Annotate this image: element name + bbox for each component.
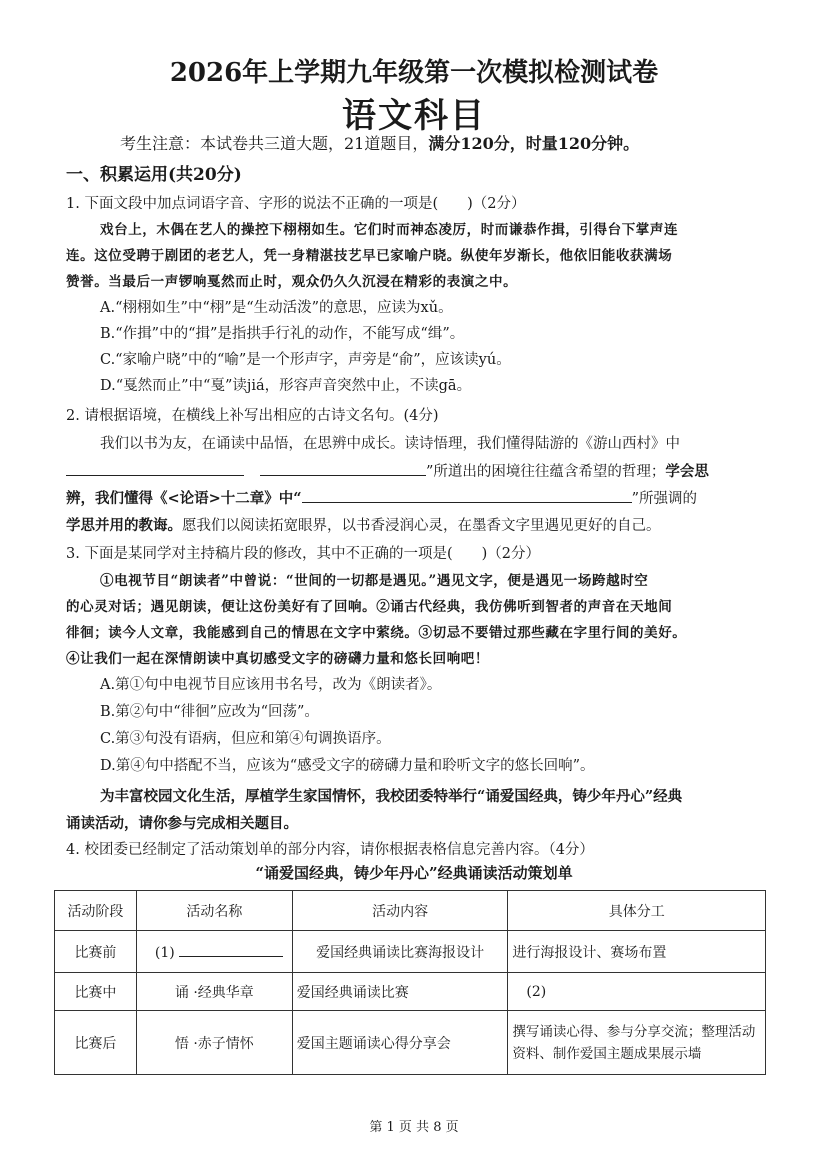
answer-blank[interactable] xyxy=(66,461,244,476)
stage-cell: 比赛中 xyxy=(55,973,137,1011)
q3-option-c: C.第③句没有语病，但应和第④句调换语序。 xyxy=(100,731,391,747)
subject-title: 语文科目 xyxy=(342,96,486,136)
activity-intro-line: 为丰富校园文化生活，厚植学生家国情怀，我校团委特举行“诵爱国经典，铸少年丹心”经典 xyxy=(100,788,683,805)
table-row xyxy=(55,973,766,1011)
name-cell: 诵 ·经典华章 xyxy=(136,973,292,1011)
content-cell: 爱国经典诵读比赛海报设计 xyxy=(292,931,508,973)
q1-option-c: C.“家喻户晓”中的“喻”是一个形声字，声旁是“俞”，应该读yú。 xyxy=(100,352,511,368)
page-footer: 第 1 页 共 8 页 xyxy=(369,1120,459,1135)
notice-bold: 满分120分，时量120分钟。 xyxy=(428,134,640,153)
q3-passage-line: 徘徊；读今人文章，我能感到自己的情思在文字中萦绕。③切忌不要错过那些藏在字里行间的美好。 xyxy=(66,625,687,641)
stage-cell: 比赛后 xyxy=(55,1011,137,1075)
q1-passage-line: 赞誉。当最后一声锣响戛然而止时，观众仍久久沉浸在精彩的表演之中。 xyxy=(66,274,518,290)
section-heading: 一、积累运用(共20分) xyxy=(66,165,242,185)
answer-blank[interactable] xyxy=(260,461,426,476)
blank-label[interactable]: (2) xyxy=(526,983,547,1000)
q2-text-line: 我们以书为友，在诵读中品悟，在思辨中成长。读诗悟理，我们懂得陆游的《游山西村》中 xyxy=(100,436,680,452)
duty-cell: 进行海报设计、赛场布置 xyxy=(508,931,766,973)
q3-passage-line: ④让我们一起在深情朗读中真切感受文字的磅礴力量和悠长回响吧！ xyxy=(66,651,489,667)
table-header-cell: 活动内容 xyxy=(292,891,508,931)
exam-title: 2026年上学期九年级第一次模拟检测试卷 xyxy=(169,58,659,88)
table-row xyxy=(55,1011,766,1075)
answer-blank[interactable] xyxy=(179,942,283,957)
stage-cell: 比赛前 xyxy=(55,931,137,973)
blank-label: (1) xyxy=(154,945,175,961)
q3-passage-line: 的心灵对话；遇见朗读，便让这份美好有了回响。②诵古代经典，我仿佛听到智者的声音在天地间 xyxy=(66,599,673,615)
q2-line4-bold: 学思并用的教诲。 xyxy=(66,517,182,534)
table-header-row xyxy=(55,891,766,931)
q2-line2-bold: 学会思 xyxy=(665,463,709,480)
question-4-stem: 4. 校团委已经制定了活动策划单的部分内容，请你根据表格信息完善内容。（4分） xyxy=(66,842,594,858)
table-header-cell: 活动名称 xyxy=(136,891,292,931)
q3-option-d: D.第④句中搭配不当，应该为“感受文字的磅礴力量和聆听文字的悠长回响”。 xyxy=(100,758,595,774)
q2-text-line xyxy=(66,460,709,481)
q2-line4-rest: 愿我们以阅读拓宽眼界，以书香浸润心灵，在墨香文字里遇见更好的自己。 xyxy=(182,518,661,534)
answer-blank[interactable] xyxy=(302,488,632,503)
q1-option-a: A.“栩栩如生”中“栩”是“生动活泼”的意思，应读为xǔ。 xyxy=(100,300,453,316)
q1-passage-line: 戏台上，木偶在艺人的操控下栩栩如生。它们时而神态凌厉，时而谦恭作揖，引得台下掌声连 xyxy=(100,222,679,238)
q1-passage-line: 连。这位受聘于剧团的老艺人，凭一身精湛技艺早已家喻户晓。纵使年岁渐长，他依旧能收获满场 xyxy=(66,248,673,264)
q2-line2-text: ”所道出的困境往往蕴含希望的哲理； xyxy=(426,464,666,480)
activity-intro-line: 诵读活动，请你参与完成相关题目。 xyxy=(66,815,298,832)
q2-text-line xyxy=(66,514,661,535)
table-header-cell: 活动阶段 xyxy=(55,891,137,931)
q2-text-line xyxy=(66,487,697,508)
exam-notice xyxy=(120,131,639,154)
duty-cell: 撰写诵读心得、参与分享交流；整理活动资料、制作爱国主题成果展示墙 xyxy=(508,1011,766,1075)
content-cell: 爱国经典诵读比赛 xyxy=(292,973,508,1011)
notice-text: 考生注意：本试卷共三道大题，21道题目， xyxy=(120,134,429,153)
table-title: “诵爱国经典，铸少年丹心”经典诵读活动策划单 xyxy=(255,864,573,882)
q2-line3-bold: 辨，我们懂得《<论语>十二章》中“ xyxy=(66,490,302,507)
q1-option-d: D.“戛然而止”中“戛”读jiá，形容声音突然中止，不读gā。 xyxy=(100,378,472,394)
question-3-stem: 3. 下面是某同学对主持稿片段的修改，其中不正确的一项是( )（2分） xyxy=(66,546,540,562)
name-cell: 悟 ·赤子情怀 xyxy=(136,1011,292,1075)
duty-cell xyxy=(508,973,766,1011)
q3-passage-line: ①电视节目“朗读者”中曾说：“世间的一切都是遇见。”遇见文字，便是遇见一场跨越时空 xyxy=(100,573,649,589)
question-1-stem: 1. 下面文段中加点词语字音、字形的说法不正确的一项是( )（2分） xyxy=(66,196,526,212)
question-2-stem: 2. 请根据语境，在横线上补写出相应的古诗文名句。(4分) xyxy=(66,408,439,424)
activity-plan-table xyxy=(54,890,766,1075)
table-header-cell: 具体分工 xyxy=(508,891,766,931)
q1-option-b: B.“作揖”中的“揖”是指拱手行礼的动作，不能写成“缉”。 xyxy=(100,326,465,342)
table-row xyxy=(55,931,766,973)
q3-option-b: B.第②句中“徘徊”应改为“回荡”。 xyxy=(100,704,319,720)
q2-line3-tail: ”所强调的 xyxy=(631,491,698,507)
q3-option-a: A.第①句中电视节目应该用书名号，改为《朗读者》。 xyxy=(100,677,442,693)
name-cell xyxy=(136,931,292,973)
content-cell: 爱国主题诵读心得分享会 xyxy=(292,1011,508,1075)
